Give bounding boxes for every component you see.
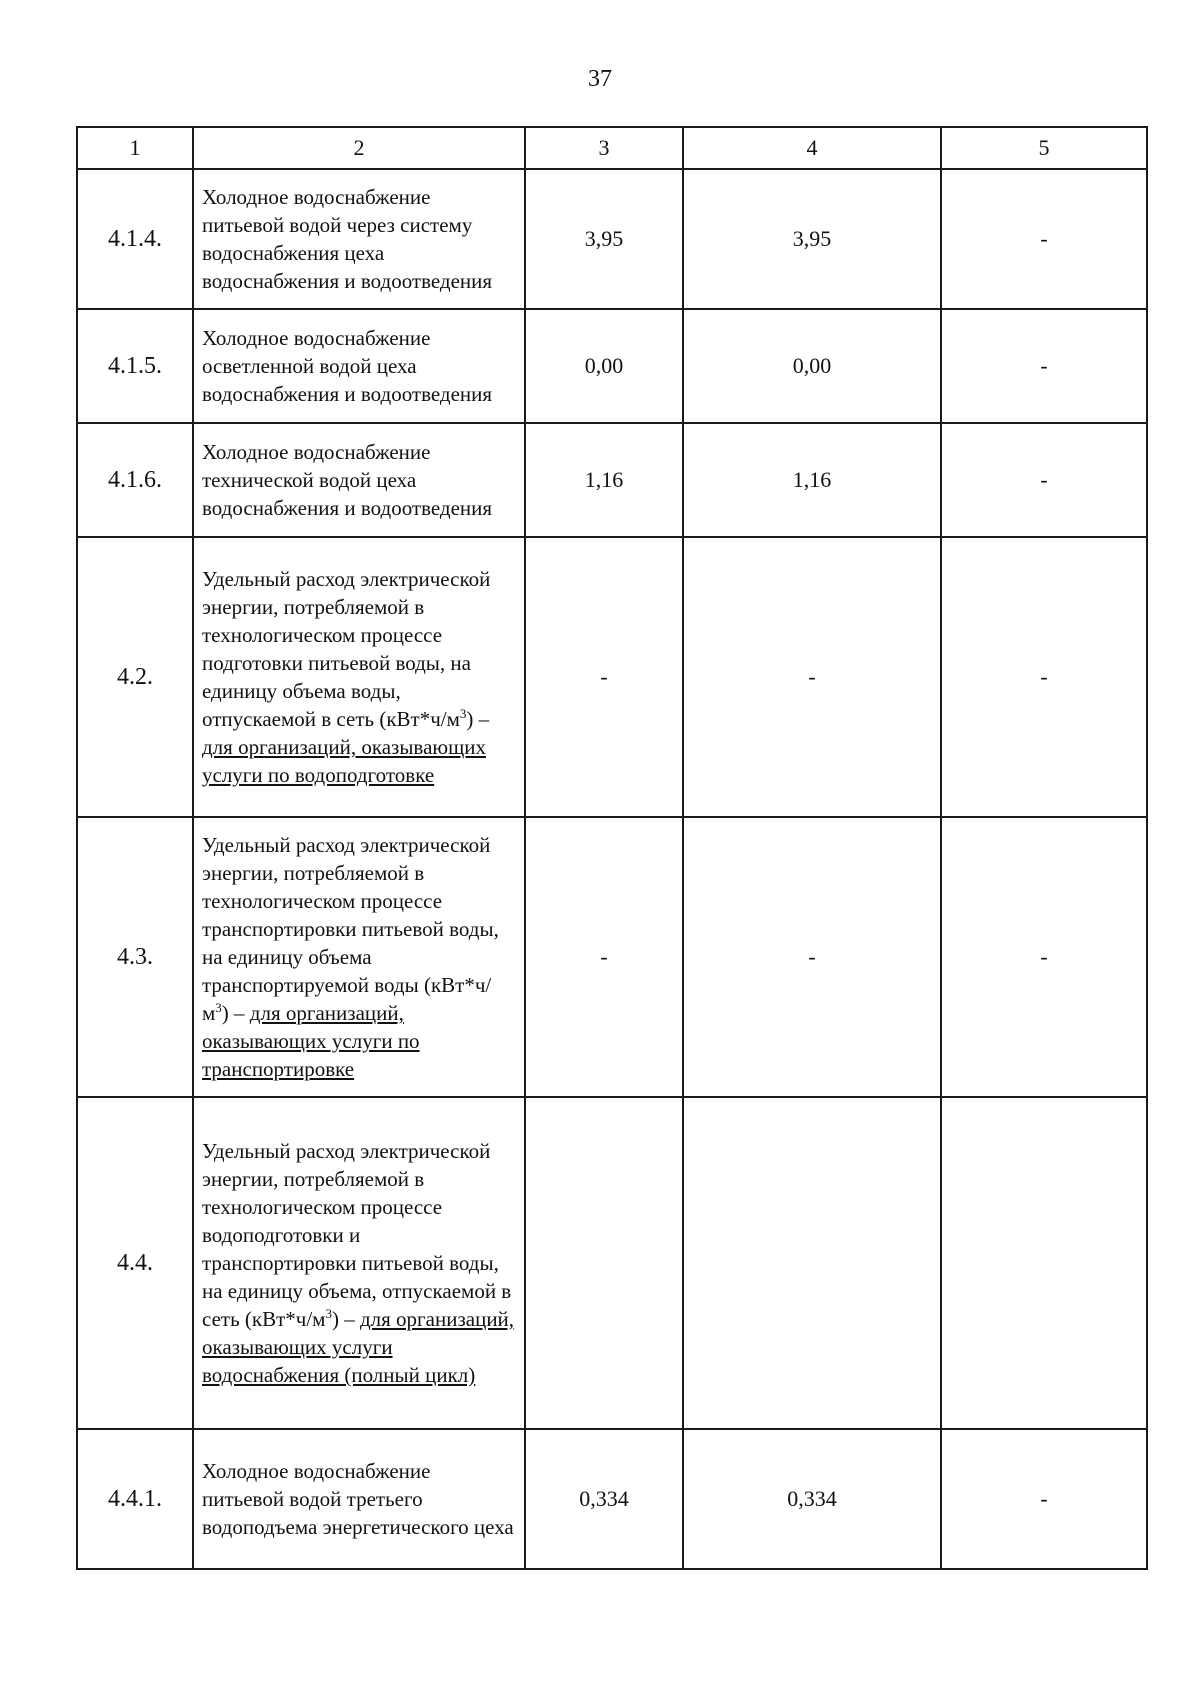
value-col-5: - [941, 309, 1147, 423]
value-col-5: - [941, 169, 1147, 309]
unit-text: (кВт*ч/м [244, 1307, 326, 1331]
table-row [77, 537, 1147, 817]
value-col-4: 1,16 [683, 423, 941, 537]
page-number: 37 [588, 66, 612, 92]
table-row [77, 817, 1147, 1097]
value-col-3: - [525, 537, 683, 817]
row-number: 4.1.6. [77, 423, 193, 537]
value-col-3: 1,16 [525, 423, 683, 537]
header-cell-2: 2 [193, 127, 525, 169]
table-row [77, 309, 1147, 423]
value-col-3: 0,00 [525, 309, 683, 423]
header-cell-3: 3 [525, 127, 683, 169]
applicability-note: для организаций, оказывающих услуги по водоподготовке [202, 735, 486, 787]
row-description: Холодное водоснабжение питьевой водой третьего водоподъема энергетического цеха [193, 1429, 525, 1569]
row-number: 4.1.4. [77, 169, 193, 309]
value-col-4: 0,334 [683, 1429, 941, 1569]
table-row [77, 1429, 1147, 1569]
unit-superscript: 3 [325, 1306, 332, 1321]
value-col-3: - [525, 817, 683, 1097]
unit-text: (кВт*ч/м [202, 973, 492, 1025]
row-number: 4.4. [77, 1097, 193, 1429]
row-description [193, 537, 525, 817]
applicability-note: для организаций, оказывающих услуги по транспортировке [202, 1001, 420, 1081]
value-col-5: - [941, 537, 1147, 817]
header-cell-1: 1 [77, 127, 193, 169]
value-col-4: 0,00 [683, 309, 941, 423]
value-col-5: - [941, 423, 1147, 537]
value-col-4 [683, 1097, 941, 1429]
value-col-5: - [941, 817, 1147, 1097]
row-description: Холодное водоснабжение осветленной водой цеха водоснабжения и водоотведения [193, 309, 525, 423]
unit-superscript: 3 [215, 1000, 222, 1015]
row-number: 4.2. [77, 537, 193, 817]
row-number: 4.3. [77, 817, 193, 1097]
indicators-table [76, 126, 1148, 1570]
table-row [77, 169, 1147, 309]
unit-superscript: 3 [459, 706, 467, 721]
header-cell-5: 5 [941, 127, 1147, 169]
unit-text-end: ) – [221, 1001, 250, 1025]
unit-text-end: ) – [331, 1307, 360, 1331]
value-col-3 [525, 1097, 683, 1429]
value-col-3: 0,334 [525, 1429, 683, 1569]
row-number: 4.1.5. [77, 309, 193, 423]
table-row [77, 423, 1147, 537]
value-col-5: - [941, 1429, 1147, 1569]
applicability-note: для организаций, оказывающих услуги водоснабжения (полный цикл) [202, 1307, 515, 1387]
value-col-4: - [683, 537, 941, 817]
value-col-4: - [683, 817, 941, 1097]
table-row [77, 1097, 1147, 1429]
unit-text-end: ) – [466, 707, 490, 731]
row-description [193, 817, 525, 1097]
description-text: Удельный расход электрической энергии, потребляемой в технологическом процессе водоподготовки и транспортировки питьевой воды, на единицу объема, отпускаемой в сеть [202, 1139, 512, 1331]
header-cell-4: 4 [683, 127, 941, 169]
row-description: Холодное водоснабжение технической водой цеха водоснабжения и водоотведения [193, 423, 525, 537]
header-row [77, 127, 1147, 169]
unit-text: (кВт*ч/м [379, 707, 460, 731]
description-text: Удельный расход электрической энергии, потребляемой в технологическом процессе подготовки питьевой воды, на единицу объема воды, отпускаемой в сеть [202, 567, 491, 731]
row-description: Холодное водоснабжение питьевой водой через систему водоснабжения цеха водоснабжения и водоотведения [193, 169, 525, 309]
value-col-4: 3,95 [683, 169, 941, 309]
row-description [193, 1097, 525, 1429]
row-number: 4.4.1. [77, 1429, 193, 1569]
description-text: Удельный расход электрической энергии, потребляемой в технологическом процессе транспортировки питьевой воды, на единицу объема транспортируемой воды [202, 833, 499, 997]
value-col-5 [941, 1097, 1147, 1429]
value-col-3: 3,95 [525, 169, 683, 309]
